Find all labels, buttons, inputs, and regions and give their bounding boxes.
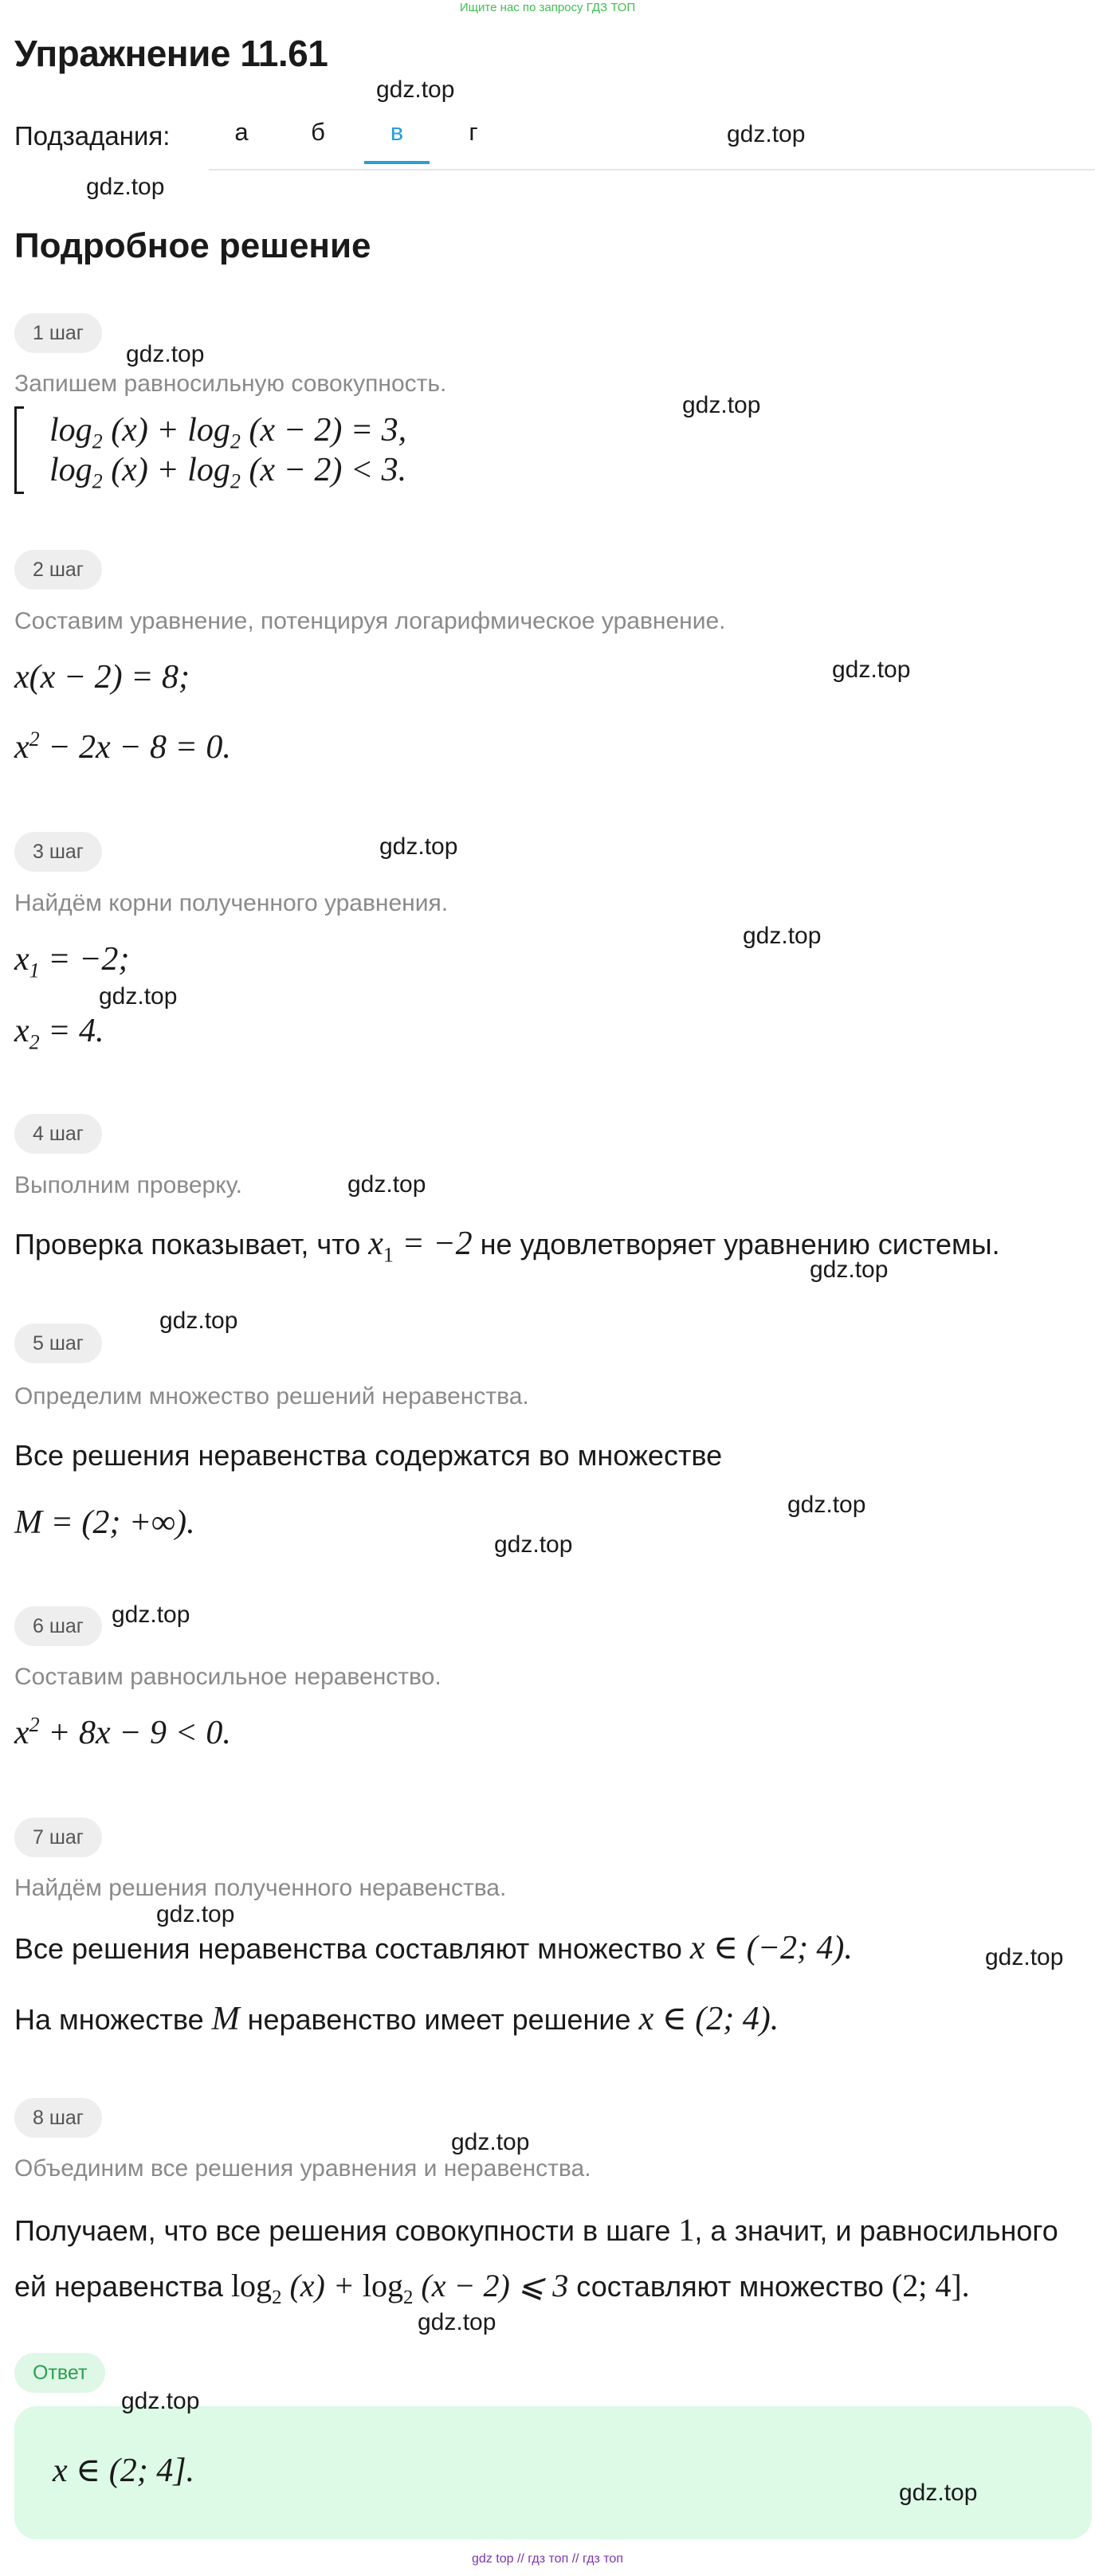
watermark: gdz.top	[379, 833, 458, 860]
watermark: gdz.top	[682, 392, 761, 418]
step-7-badge: 7 шаг	[14, 1817, 102, 1857]
step-8-line-1: Получаем, что все решения совокупности в шаге 1, а значит, и равносильного	[14, 2212, 1058, 2248]
footer-links[interactable]: gdz top // гдз топ // гдз топ	[472, 2552, 623, 2566]
step-3-root-2: $x_2 = 4$.	[14, 1013, 104, 1054]
step-1-badge: 1 шаг	[14, 313, 102, 353]
step-6-description: Составим равносильное неравенство.	[14, 1664, 442, 1690]
watermark: gdz.top	[112, 1602, 190, 1628]
subtasks-label: Подзадания:	[14, 121, 171, 151]
watermark: gdz.top	[86, 174, 165, 200]
watermark: gdz.top	[899, 2480, 978, 2506]
step-5-badge: 5 шаг	[14, 1323, 102, 1363]
system-bracket	[14, 406, 24, 494]
step-7-line-2: На множестве M неравенство имеет решение x ∈ (2; 4).	[14, 2001, 779, 2037]
tabs-divider	[209, 169, 1095, 171]
watermark: gdz.top	[121, 2388, 200, 2414]
step-8-description: Объединим все решения уравнения и неравенства.	[14, 2155, 591, 2182]
step-5-text: Все решения неравенства содержатся во множестве	[14, 1439, 723, 1472]
answer-badge: Ответ	[14, 2353, 105, 2393]
tab-b[interactable]: б	[311, 118, 325, 146]
tab-g[interactable]: г	[469, 118, 478, 146]
tab-a[interactable]: а	[234, 118, 249, 146]
step-2-description: Составим уравнение, потенцируя логарифмическое уравнение.	[14, 608, 726, 634]
watermark: gdz.top	[832, 657, 911, 683]
watermark: gdz.top	[99, 983, 178, 1010]
watermark: gdz.top	[810, 1257, 889, 1283]
step-2-equation-2: $x^2 - 2x - 8 = 0$.	[14, 727, 231, 766]
search-banner: Ищите нас по запросу ГДЗ ТОП	[459, 1, 636, 14]
tab-v-active[interactable]: в	[364, 118, 430, 164]
watermark: gdz.top	[985, 1944, 1064, 1970]
step-7-description: Найдём решения полученного неравенства.	[14, 1875, 507, 1901]
step-3-description: Найдём корни полученного уравнения.	[14, 890, 449, 916]
watermark: gdz.top	[126, 341, 205, 367]
watermark: gdz.top	[743, 923, 822, 949]
watermark: gdz.top	[727, 121, 806, 147]
step-4-badge: 4 шаг	[14, 1114, 102, 1154]
step-1-line-1: $\log_2 (x) + \log_2 (x - 2) = 3$,	[49, 412, 407, 453]
step-2-equation-1: x(x − 2) = 8;	[14, 659, 190, 696]
step-6-inequality: $x^2 + 8x - 9 < 0$.	[14, 1713, 231, 1751]
step-1-line-2: $\log_2 (x) + \log_2 (x - 2) < 3$.	[49, 452, 407, 493]
step-5-description: Определим множество решений неравенства.	[14, 1383, 529, 1410]
step-6-badge: 6 шаг	[14, 1606, 102, 1646]
step-3-root-1: $x_1 = -2$;	[14, 941, 130, 982]
step-8-line-2: ей неравенства $\log_2 (x) + \log_2 (x - 2)$ ⩽ 3 составляют множество (2; 4].	[14, 2268, 970, 2308]
watermark: gdz.top	[376, 76, 455, 103]
section-title: Подробное решение	[14, 226, 371, 265]
step-4-text: Проверка показывает, что $x_1 = -2$ не удовлетворяет уравнению системы.	[14, 1225, 1000, 1267]
step-3-badge: 3 шаг	[14, 832, 102, 872]
step-7-line-1: Все решения неравенства составляют множество x ∈ (−2; 4).	[14, 1930, 853, 1966]
step-2-badge: 2 шаг	[14, 550, 102, 590]
watermark: gdz.top	[156, 1901, 235, 1927]
watermark: gdz.top	[159, 1308, 238, 1334]
watermark: gdz.top	[347, 1171, 426, 1198]
watermark: gdz.top	[451, 2129, 530, 2155]
watermark: gdz.top	[418, 2309, 496, 2335]
watermark: gdz.top	[494, 1531, 573, 1558]
step-8-badge: 8 шаг	[14, 2098, 102, 2138]
answer-value: x ∈ (2; 4].	[53, 2452, 195, 2489]
step-4-description: Выполним проверку.	[14, 1172, 243, 1198]
watermark: gdz.top	[787, 1492, 866, 1518]
page-title: Упражнение 11.61	[14, 33, 328, 74]
step-1-description: Запишем равносильную совокупность.	[14, 371, 447, 397]
step-5-set: M = (2; +∞).	[14, 1504, 195, 1541]
